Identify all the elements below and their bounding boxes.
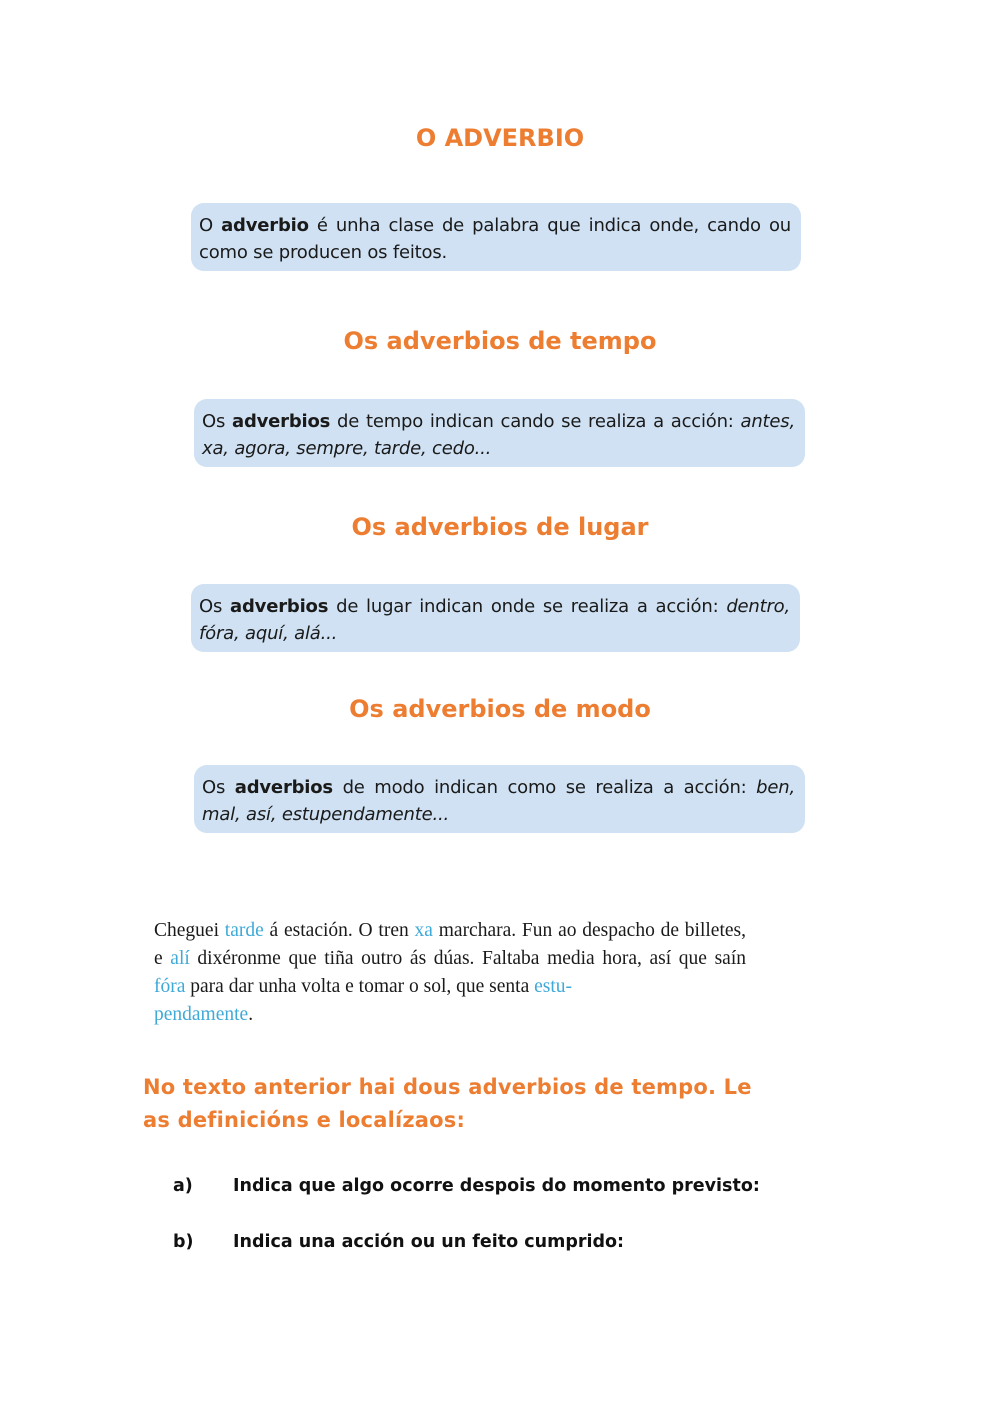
highlighted-adverb: xa <box>414 920 433 941</box>
section-examples: dentro, fóra, aquí, alá... <box>199 596 791 644</box>
exercise-item-b <box>173 1232 624 1252</box>
section-text-bold: adverbios <box>232 411 331 432</box>
section-box-tempo <box>194 399 805 467</box>
item-text: Indica una acción ou un feito cumprido: <box>233 1232 625 1252</box>
definition-bold: adverbio <box>221 215 309 236</box>
section-text: de tempo indican cando se realiza a acción: <box>330 411 741 432</box>
section-heading-lugar: Os adverbios de lugar <box>351 513 649 541</box>
section-heading-modo: Os adverbios de modo <box>349 695 651 723</box>
item-label: a) <box>173 1176 193 1196</box>
highlighted-adverb: fóra <box>154 976 186 997</box>
highlighted-adverb: alí <box>170 948 190 969</box>
page-title: O ADVERBIO <box>415 124 585 152</box>
definition-pre: O <box>199 215 222 236</box>
highlighted-adverb: estu- <box>534 976 573 997</box>
highlighted-adverb: tarde <box>224 920 264 941</box>
exercise-instruction: No texto anterior hai dous adverbios de tempo. Le as definicións e localízaos: <box>143 1075 752 1132</box>
section-text: de lugar indican onde se realiza a acción: <box>328 596 727 617</box>
section-text-pre: Os <box>202 777 235 798</box>
definition-box <box>191 203 801 271</box>
section-text-pre: Os <box>199 596 231 617</box>
story-text: Cheguei <box>154 920 225 941</box>
story-text: á estación. O tren <box>263 920 415 941</box>
item-text: Indica que algo ocorre despois do momento previsto: <box>233 1176 760 1196</box>
definition-rest: é unha clase de palabra que indica onde, cando ou como se producen os feitos. <box>199 215 791 263</box>
story-text: . <box>248 1004 254 1025</box>
highlighted-adverb: pendamente <box>154 1004 249 1025</box>
section-box-modo <box>194 765 805 833</box>
story-text: marchara. Fun ao despacho de billetes, e <box>154 920 746 969</box>
section-text-bold: adverbios <box>230 596 329 617</box>
item-label: b) <box>173 1232 194 1252</box>
story-text: para dar unha volta e tomar o sol, que senta <box>185 976 535 997</box>
exercise-item-a <box>173 1176 760 1196</box>
section-text-pre: Os <box>202 411 232 432</box>
section-box-lugar <box>191 584 800 652</box>
story-paragraph <box>154 917 746 1029</box>
section-heading-tempo: Os adverbios de tempo <box>343 327 657 355</box>
section-text-bold: adverbios <box>234 777 333 798</box>
section-examples: antes, xa, agora, sempre, tarde, cedo... <box>202 411 795 459</box>
section-text: de modo indican como se realiza a acción: <box>332 777 757 798</box>
section-examples: ben, mal, así, estupendamente... <box>202 777 796 825</box>
story-text: dixéronme que tiña outro ás dúas. Faltaba media hora, así que saín <box>189 948 746 969</box>
